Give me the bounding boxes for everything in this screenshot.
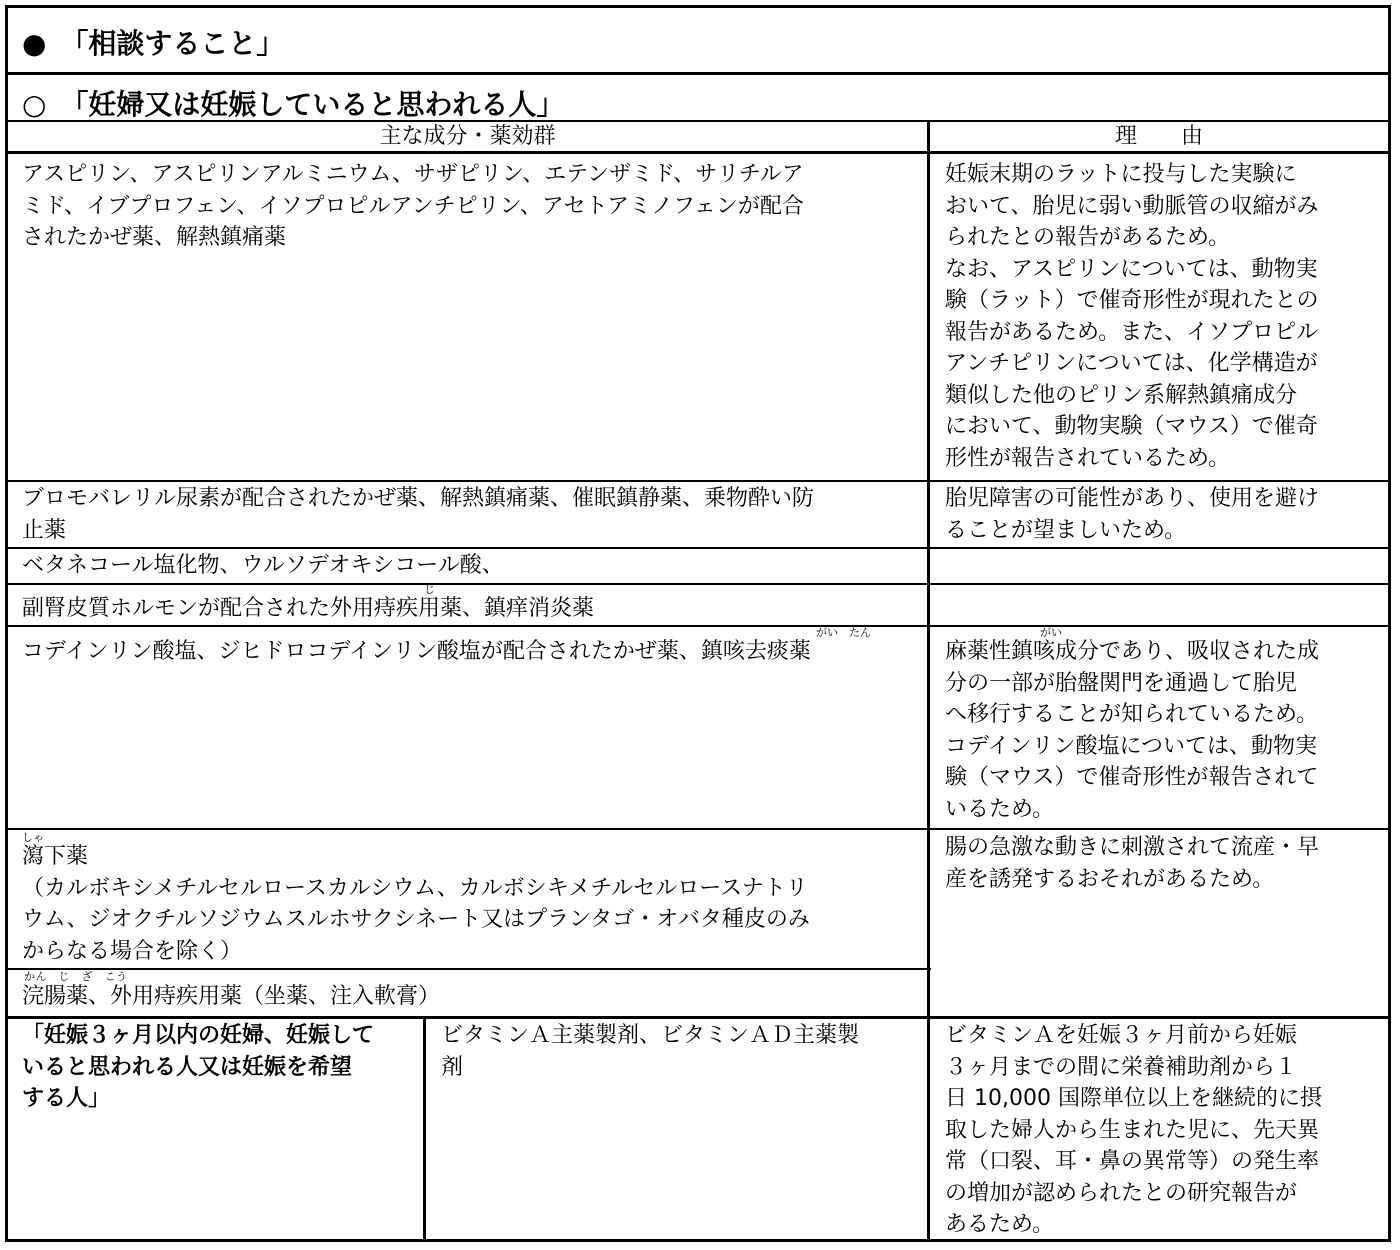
rule-col-target — [423, 1016, 426, 1242]
row1-reason: 妊娠末期のラットに投与した実験に おいて、胎児に弱い動脈管の収縮がみ られたとの報告があるため。 なお、アスピリンについては、動物実 験（ラット）で催奇形性が現れたとの 報告があるため。また、イソプロピル アンチピリンについては、化学構造が 類似した他のピリン系解熱鎮痛成分 において、動物実験（マウス）で催奇 形性が報告されているため。 — [945, 162, 1319, 471]
rule-row3 — [5, 583, 1391, 585]
row2-reason: 胎児障害の可能性があり、使用を避け ることが望ましいため。 — [945, 486, 1320, 543]
row2-ingredient: ブロモバレリル尿素が配合されたかぜ薬、解熱鎮痛薬、催眠鎮静薬、乗物酔い防 止薬 — [22, 486, 815, 543]
row4-ingredient: 副腎皮質ホルモンが配合された外用痔疾用薬、鎮痒消炎薬 — [22, 596, 595, 621]
row8-reason: ビタミンＡを妊娠３ヶ月前から妊娠 ３ヶ月までの間に栄養補助剤から１ 日 10,000 国際単位以上を継続的に摂 取した婦人から生まれた児に、先天異 常（口裂、耳・鼻の異常等）の発生率 の増加が認められたとの研究報告が あるため。 — [945, 1023, 1322, 1237]
rule-row4 — [5, 625, 1391, 627]
row6-reason: 腸の急激な動きに刺激されて流産・早 産を誘発するおそれがあるため。 — [945, 835, 1320, 892]
row7-ruby: かん じ ざ こう — [24, 970, 128, 983]
col-header-ingredient: 主な成分・薬効群 — [379, 124, 556, 149]
row6-ruby: しゃ — [22, 831, 44, 844]
row1-ingredient: アスピリン、アスピリンアルミニウム、サザピリン、エテンザミド、サリチルア ミド、イブプロフェン、イソプロピルアンチピリン、アセトアミノフェンが配合 されたかぜ薬、解熱鎮痛薬 — [22, 162, 804, 250]
row5-reason-ruby: がい — [1040, 626, 1062, 639]
row5-reason: 麻薬性鎮咳成分であり、吸収された成 分の一部が胎盤関門を通過して胎児 へ移行することが知られているため。 コデインリン酸塩については、動物実 験（マウス）で催奇形性が報告されて いるため。 — [945, 639, 1320, 822]
row4-ruby: じ — [424, 583, 435, 596]
row5-ingredient: コデインリン酸塩、ジヒドロコデインリン酸塩が配合されたかぜ薬、鎮咳去痰薬 — [22, 639, 811, 664]
row5-ruby: がい たん — [816, 626, 871, 639]
rule-row6 — [5, 968, 931, 970]
row8-ingredient: ビタミンＡ主薬製剤、ビタミンＡＤ主薬製 剤 — [441, 1023, 860, 1080]
row8-target: 「妊娠３ヶ月以内の妊婦、妊娠して いると思われる人又は妊娠を希望 する人」 — [22, 1023, 375, 1111]
section-subtitle: ○ 「妊婦又は妊娠していると思われる人」 — [22, 88, 565, 121]
rule-col-divider — [927, 120, 930, 1242]
rule-row5 — [5, 828, 1391, 830]
row6-ingredient: 瀉下薬 （カルボキシメチルセルロースカルシウム、カルボシキメチルセルロースナトリ ウム、ジオクチルソジウムスルホサクシネート又はプランタゴ・オバタ種皮のみ からなる場合を除く） — [22, 844, 810, 964]
rule-row1 — [5, 480, 1391, 482]
rule-row2 — [5, 547, 1391, 549]
row7-ingredient: 浣腸薬、外用痔疾用薬（坐薬、注入軟膏） — [22, 984, 441, 1009]
row3-ingredient: ベタネコール塩化物、ウルソデオキシコール酸、 — [22, 553, 504, 578]
section-title: ● 「相談すること」 — [22, 27, 285, 60]
col-header-reason: 理 由 — [1114, 124, 1203, 149]
rule-title — [5, 72, 1391, 75]
rule-row7 — [5, 1016, 1391, 1019]
